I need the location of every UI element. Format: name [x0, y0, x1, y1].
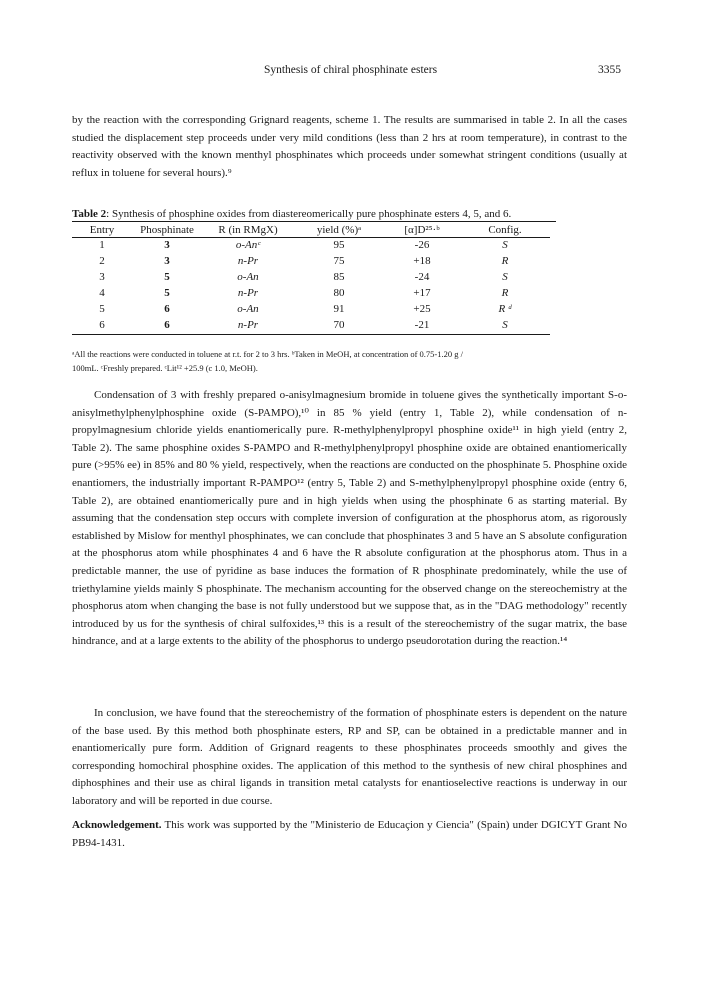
cell-yield: 85: [333, 271, 345, 283]
acknowledgement: [72, 817, 627, 852]
cell-r-group: o-An: [237, 303, 259, 315]
cell-r-group: n-Pr: [237, 319, 259, 331]
cell-yield: 70: [333, 319, 345, 331]
cell-r-group: n-Pr: [237, 287, 259, 299]
cell-phosphinate: 5: [164, 271, 170, 283]
intro-paragraph: by the reaction with the corresponding Grignard reagents, scheme 1. The results are summarised in table 2. In all the cases studied the displacement step proceeds under very mild conditions (less than 2 hrs at room temperature), in contrast to the reactivity observed with the known menthyl phosphinates which proceeds under somewhat stringent conditions (usually at reflux in toluene for several hours).⁹: [72, 114, 627, 179]
cell-rotation: +25: [413, 303, 431, 315]
acknowledgement-label: Acknowledgement.: [72, 819, 162, 831]
discussion-paragraph: Condensation of 3 with freshly prepared o-anisylmagnesium bromide in toluene gives the synthetically important S-o-anisylmethylphenylphosphine oxide (S-PAMPO),¹⁰ in 85 % yield (entry 1, Table 2), while condensation of n-propylmagnesium chloride yields enantiomerically pure. R-methylphenylpropyl phosphine oxide¹¹ in high yield (entry 2, Table 2). The same phosphine oxides S-PAMPO and R-methylphenylpropyl phosphine oxide are obtained enantiomerically pure (>95% ee) in 85% and 80 % yield, respectively, when the reactions are conducted on the phosphinate 5. Phosphine oxide enantiomers, the industrially important R-PAMPO¹² (entry 5, Table 2) and S-methylphenylpropyl phosphine oxide (entry 6, Table 2), are obtained enantiomerically pure and in high yields when using the phosphinate 6 as starting material. By assuming that the condensation step occurs with complete inversion of configuration at the phosphorus atom, as rigorously established by Mislow for menthyl phosphinates, we can conclude that phosphinates 3 and 5 have an S absolute configuration at the phosphorus atom while phosphinates 4 and 6 have the R absolute configuration at the phosphorus atom. Thus in a predictable manner, the use of pyridine as base induces the formation of R phosphinate predominately, while the use of triethylamine yields mainly S phosphinate. The mechanism accounting for the observed change on the stereochemistry at the phosphorus atom when changing the base is not fully understood but we suppose that, as in the "DAG methodology" recently introduced by us for the synthesis of chiral sulfoxides,¹³ this is a result of the stereochemistry of the sugar matrix, the base hindrance, and at a large extents to the ability of the phosphorus to undergo pseudorotation during the reaction.¹⁴: [72, 389, 627, 648]
table-row: [72, 317, 550, 333]
footnote-line-1: ᵃAll the reactions were conducted in toluene at r.t. for 2 to 3 hrs. ᵇTaken in MeOH, at concentration of 0.75-1.20 g /: [72, 349, 463, 359]
cell-entry: 3: [99, 271, 105, 283]
cell-r-group: o-An: [237, 271, 259, 283]
table-row: [72, 253, 550, 269]
cell-config: S: [502, 319, 508, 331]
cell-config: S: [502, 271, 508, 283]
table-caption-label: Table 2: [72, 208, 107, 220]
table-footnote: [72, 347, 627, 375]
cell-phosphinate: 6: [164, 303, 170, 315]
page-number: 3355: [598, 64, 621, 76]
running-head: [0, 64, 701, 80]
cell-phosphinate: 5: [164, 287, 170, 299]
cell-r-group: o-Anᶜ: [235, 239, 261, 251]
cell-config: R ᵈ: [498, 303, 512, 315]
col-header-rotation: [α]D²⁵·ᵇ: [404, 223, 440, 236]
running-title: Synthesis of chiral phosphinate esters: [263, 64, 438, 76]
table-bottom-rule: [72, 334, 550, 335]
cell-entry: 6: [99, 319, 105, 331]
cell-rotation: +17: [413, 287, 431, 299]
cell-yield: 91: [333, 303, 345, 315]
results-table: [72, 222, 550, 333]
conclusion-paragraph: In conclusion, we have found that the stereochemistry of the formation of phosphinate esters is dependent on the nature of the base used. By this method both phosphinate esters, RP and SP, can be obtained in a predictable manner and in enantiomerically pure form. Addition of Grignard reagents to these phosphinates proceeds smoothly and gives the corresponding homochiral phosphine oxides. The application of this method to the synthesis of new chiral phosphines and diphosphines and their use as chiral ligands in transition metal catalysts for enantioselective reactions is underway in our laboratory and will be reported in due course.: [72, 707, 627, 807]
cell-config: R: [501, 255, 509, 267]
col-header-phosphinate: Phosphinate: [140, 223, 194, 236]
cell-yield: 75: [333, 255, 345, 267]
cell-phosphinate: 6: [164, 319, 170, 331]
footnote-line-2: 100mL. ᶜFreshly prepared. ᶜLit¹² +25.9 (c 1.0, MeOH).: [72, 363, 258, 373]
table-row: [72, 237, 550, 253]
table-header-row: [72, 222, 550, 237]
col-header-config: Config.: [488, 223, 522, 236]
table-row: [72, 301, 550, 317]
cell-rotation: -21: [414, 319, 430, 331]
cell-phosphinate: 3: [164, 255, 170, 267]
cell-yield: 80: [333, 287, 345, 299]
cell-yield: 95: [333, 239, 345, 251]
cell-entry: 1: [99, 239, 105, 251]
col-header-entry: Entry: [89, 223, 115, 236]
cell-rotation: -24: [414, 271, 430, 283]
table-header-rule: [72, 237, 550, 238]
cell-rotation: -26: [414, 239, 430, 251]
col-header-yield: yield (%)ᵃ: [316, 223, 362, 236]
cell-rotation: +18: [413, 255, 431, 267]
table-2: [72, 207, 627, 373]
cell-config: S: [502, 239, 508, 251]
cell-r-group: n-Pr: [237, 255, 259, 267]
cell-entry: 4: [99, 287, 105, 299]
table-row: [72, 285, 550, 301]
cell-entry: 5: [99, 303, 105, 315]
cell-phosphinate: 3: [164, 239, 170, 251]
cell-entry: 2: [99, 255, 105, 267]
col-header-r-group: R (in RMgX): [218, 223, 278, 236]
cell-config: R: [501, 287, 509, 299]
table-caption: [72, 207, 627, 221]
acknowledgement-text: This work was supported by the "Ministerio de Educaçion y Ciencia" (Spain) under DGICYT Grant No PB94-1431.: [72, 819, 627, 849]
table-caption-text: : Synthesis of phosphine oxides from diastereomerically pure phosphinate esters 4, 5, and 6.: [106, 208, 512, 220]
table-row: [72, 269, 550, 285]
